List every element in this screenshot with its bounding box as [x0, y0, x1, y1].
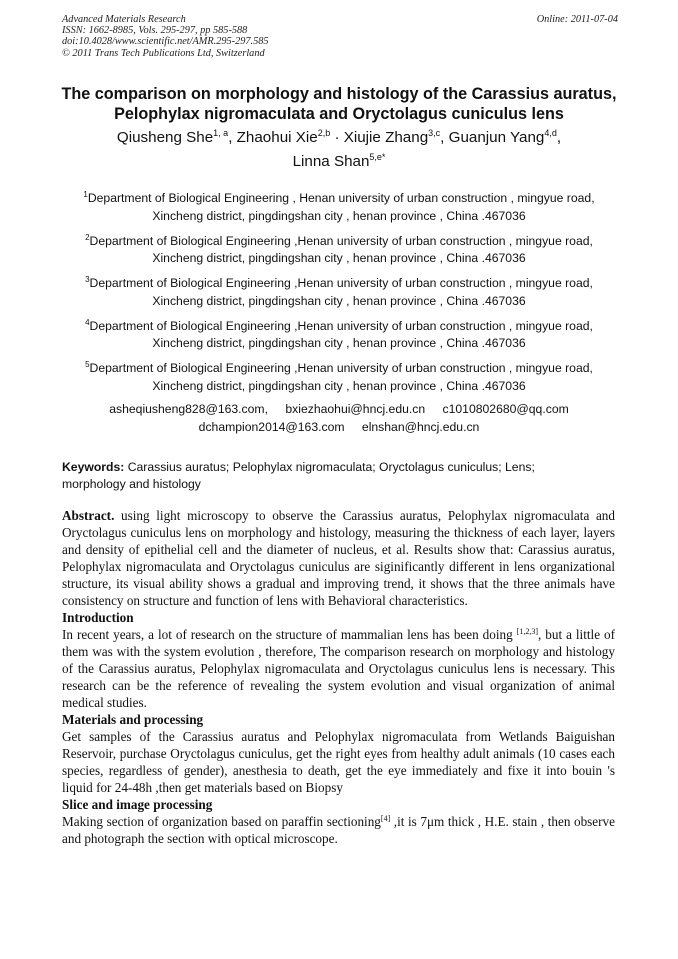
author-name: Xiujie Zhang	[343, 129, 429, 146]
abstract-text: using light microscopy to observe the Carassius auratus, Pelophylax nigromaculata and Oryctolagus cuniculus lens on morphology and histology, measuring the thickness of each layer, layers and density of epithelial cell and the diameter of nucleus, et al. Results show that: Carassius auratus, Pelophylax nigromaculata and Oryctolagus cuniculus are siginificantly different in lens organizational structure, its visual ability shows a gradual and improving trend, it shows that the three animals have consistency on structure and function of lens with Behavioral characteristics.	[62, 508, 615, 608]
email-link[interactable]: c1010802680@qq.com	[442, 402, 569, 416]
affiliation-line	[40, 360, 638, 378]
journal-header	[62, 14, 618, 59]
email-list	[40, 401, 638, 436]
email-link[interactable]: elnshan@hncj.edu.cn	[361, 419, 480, 434]
affiliation-sup: 1	[83, 190, 88, 199]
intro-text: In recent years, a lot of research on the structure of mammalian lens has been doing	[62, 627, 517, 642]
author-name: Linna Shan	[292, 153, 370, 170]
email-line-1	[40, 401, 638, 419]
slice-text: Making section of organization based on paraffin sectioning	[62, 814, 381, 829]
doi-line: doi:10.4028/www.scientific.net/AMR.295-297.585	[62, 36, 269, 48]
slice-text: ,it is 7μm thick , H.E. stain , then observe and photograph the section with optical microscope.	[62, 814, 615, 846]
abstract-paragraph	[62, 507, 615, 609]
online-date: Online: 2011-07-04	[536, 14, 618, 25]
author-line-2	[40, 150, 638, 174]
affiliation-line: Xincheng district, pingdingshan city , henan province , China .467036	[152, 336, 526, 350]
citation: [1,2,3]	[516, 627, 539, 636]
affiliation-text: Department of Biological Engineering ,Henan university of urban construction , mingyue road,	[89, 276, 593, 290]
author-sup: 1, a	[213, 128, 229, 138]
intro-text: , but a little of them was with the system evolution , therefore, The comparison research on morphology and histology of the Carassius auratus, Pelophylax nigromaculata and Oryctolagus cuniculus lens is necessary. This research can be the reference of revealing the system evolution and visual organization of animal medical studies.	[62, 627, 615, 710]
author-sup: 4,d	[544, 128, 557, 138]
keywords-section	[62, 459, 572, 493]
affiliation-line	[40, 233, 638, 251]
affiliation-line	[40, 318, 638, 336]
introduction-paragraph	[62, 626, 615, 711]
affiliation	[40, 318, 638, 353]
affiliation-sup: 2	[85, 232, 90, 242]
affiliation-line: Xincheng district, pingdingshan city , henan province , China .467036	[152, 251, 526, 265]
email-line-2	[40, 419, 638, 437]
author-name: Zhaohui Xie	[236, 129, 318, 146]
author-sup: 5,e*	[369, 152, 386, 162]
email-link[interactable]: bxiezhaohui@hncj.edu.cn	[285, 402, 426, 416]
title-line-1: The comparison on morphology and histology of the Carassius auratus,	[61, 85, 617, 103]
author-list	[40, 126, 638, 174]
affiliation	[40, 360, 638, 395]
affiliation-sup: 4	[85, 317, 90, 327]
affiliation-sup: 5	[85, 360, 90, 369]
materials-paragraph: Get samples of the Carassius auratus and Pelophylax nigromaculata from Wetlands Baiguishan Reservoir, purchase Oryctolagus cuniculus, get the right eyes from healthy adult animals (10 cases each species, regardless of gender), anesthesia to death, get the eye immediately and fixe it into bouin 's liquid for 24-48h ,then get materials based on Biopsy	[62, 729, 615, 795]
author-sup: 3,c	[428, 128, 441, 138]
affiliation-text: Department of Biological Engineering ,Henan university of urban construction , mingyue road,	[89, 361, 593, 375]
affiliation-line: Xincheng district, pingdingshan city , henan province , China .467036	[152, 208, 526, 223]
paper-title	[40, 84, 638, 124]
copyright-line: © 2011 Trans Tech Publications Ltd, Switzerland	[62, 47, 265, 59]
issn-line: ISSN: 1662-8985, Vols. 295-297, pp 585-588	[62, 25, 248, 37]
affiliation-line: Xincheng district, pingdingshan city , henan province , China .467036	[152, 293, 526, 308]
citation: [4]	[380, 814, 391, 823]
email-link[interactable]: asheqiusheng828@163.com,	[109, 402, 268, 416]
slice-paragraph	[62, 813, 615, 847]
affiliation-text: Department of Biological Engineering , Henan university of urban construction , mingyue road,	[87, 191, 595, 205]
affiliation	[40, 233, 638, 268]
introduction-heading: Introduction	[62, 610, 134, 625]
affiliation-text: Department of Biological Engineering ,Henan university of urban construction , mingyue road,	[89, 233, 593, 248]
affiliation-sup: 3	[85, 275, 90, 284]
affiliation	[40, 190, 638, 225]
keywords-text: Carassius auratus; Pelophylax nigromaculata; Oryctolagus cuniculus; Lens; morphology and histology	[62, 460, 535, 491]
email-link[interactable]: dchampion2014@163.com	[198, 419, 345, 434]
author-sup: 2,b	[317, 128, 331, 138]
slice-heading: Slice and image processing	[62, 797, 213, 812]
affiliation-line	[40, 275, 638, 293]
affiliation-list	[40, 190, 638, 403]
affiliation-text: Department of Biological Engineering ,Henan university of urban construction , mingyue road,	[89, 318, 593, 333]
affiliation-line: Xincheng district, pingdingshan city , henan province , China .467036	[152, 378, 526, 393]
affiliation-line	[40, 190, 638, 208]
author-name: Qiusheng She	[116, 129, 214, 146]
author-line-1: Qiusheng She$^{1, a}$, Zhaohui Xie$^{2,b}$ · Xiujie Zhang$^{3,c}$, Guanjun Yang$^{4,d}$,	[116, 128, 562, 146]
paper-body	[62, 507, 615, 847]
abstract-label: Abstract.	[62, 508, 115, 523]
materials-heading: Materials and processing	[62, 712, 204, 727]
journal-name: Advanced Materials Research	[62, 14, 186, 25]
keywords-label: Keywords:	[62, 460, 125, 474]
author-name: Guanjun Yang	[448, 129, 545, 146]
title-line-2: Pelophylax nigromaculata and Oryctolagus cuniculus lens	[114, 105, 564, 123]
affiliation	[40, 275, 638, 310]
